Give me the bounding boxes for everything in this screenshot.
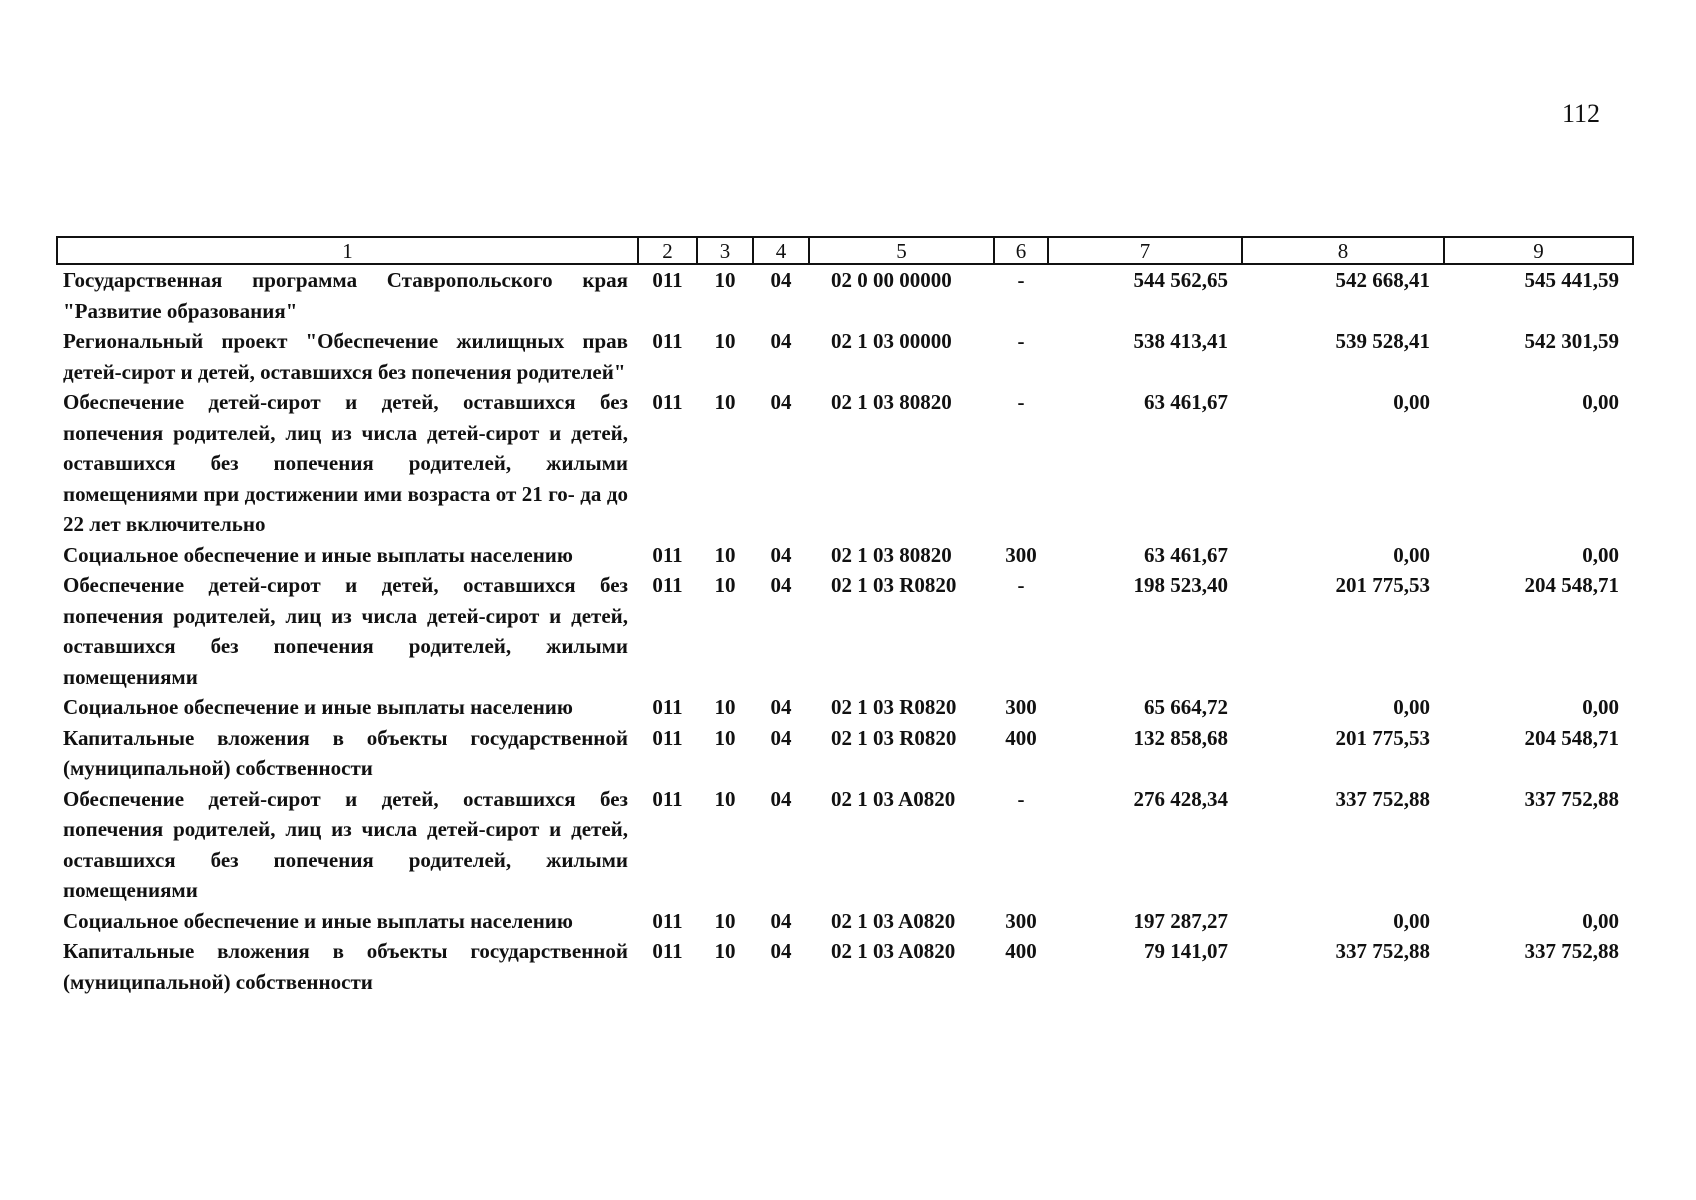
section-code: 10 [714,573,736,597]
column-number-header-row [57,237,1633,264]
expense-type-code: 300 [1005,695,1037,719]
target-article-code: 02 1 03 00000 [831,329,952,353]
target-article-code: 02 1 03 R0820 [831,725,957,750]
item-name: Обеспечение детей-сирот и детей, оставшихся без попечения родителей, лиц из числа детей-сирот и детей, оставшихся без попечения родителей, жилыми помещениями при достижении ими возраста от 21 го- да до 22 лет включительно [63,390,628,536]
section-code: 10 [714,268,736,292]
amount-col9: 204 548,71 [1524,573,1619,597]
amount-col9: 545 441,59 [1524,268,1619,292]
amount-col7: 79 141,07 [1144,939,1228,963]
ministry-code: 011 [652,939,683,963]
table-row [57,326,1633,387]
amount-col9: 204 548,71 [1524,725,1619,750]
table-row [57,723,1633,784]
expense-type-code: 400 [1005,939,1037,963]
item-name: Обеспечение детей-сирот и детей, оставшихся без попечения родителей, лиц из числа детей-сирот и детей, оставшихся без попечения родителей, жилыми помещениями [63,786,628,902]
amount-col9: 0,00 [1582,908,1619,933]
amount-col7: 538 413,41 [1133,329,1228,353]
amount-col8: 0,00 [1393,695,1430,719]
amount-col9: 337 752,88 [1524,786,1619,811]
amount-col7: 65 664,72 [1144,695,1228,719]
expense-type-code: - [1017,329,1025,353]
ministry-code: 011 [652,542,683,567]
target-article-code: 02 1 03 R0820 [831,573,957,597]
subsection-code: 04 [770,542,792,567]
table-row [57,570,1633,692]
ministry-code: 011 [652,908,683,933]
column-header: 9 [1444,237,1633,264]
target-article-code: 02 1 03 A0820 [831,908,956,933]
amount-col8: 539 528,41 [1335,329,1430,353]
ministry-code: 011 [652,573,683,597]
budget-table [56,236,1634,997]
table-row [57,387,1633,540]
ministry-code: 011 [652,268,683,292]
target-article-code: 02 1 03 R0820 [831,695,957,719]
amount-col8: 337 752,88 [1335,939,1430,963]
ministry-code: 011 [652,786,683,811]
subsection-code: 04 [770,725,792,750]
item-name: Региональный проект "Обеспечение жилищных прав детей-сирот и детей, оставшихся без попечения родителей" [63,329,628,384]
page-number: 112 [1561,99,1600,128]
expense-type-code: 400 [1005,725,1037,750]
item-name: Капитальные вложения в объекты государственной (муниципальной) собственности [63,939,628,994]
amount-col9: 0,00 [1582,390,1619,414]
target-article-code: 02 0 00 00000 [831,268,952,292]
column-header: 3 [697,237,753,264]
amount-col7: 63 461,67 [1144,542,1228,567]
section-code: 10 [714,542,736,567]
expense-type-code: - [1017,390,1025,414]
amount-col9: 337 752,88 [1524,939,1619,963]
subsection-code: 04 [770,329,792,353]
table-row [57,784,1633,906]
ministry-code: 011 [652,695,683,719]
table-row [57,906,1633,937]
section-code: 10 [714,695,736,719]
expense-type-code: 300 [1005,542,1037,567]
ministry-code: 011 [652,725,683,750]
ministry-code: 011 [652,390,683,414]
expense-type-code: 300 [1005,908,1037,933]
subsection-code: 04 [770,268,792,292]
expense-type-code: - [1017,786,1025,811]
target-article-code: 02 1 03 A0820 [831,939,956,963]
amount-col9: 542 301,59 [1524,329,1619,353]
amount-col8: 0,00 [1393,542,1430,567]
item-name: Социальное обеспечение и иные выплаты населению [63,908,573,933]
section-code: 10 [714,725,736,750]
expense-type-code: - [1017,573,1025,597]
amount-col7: 276 428,34 [1133,786,1228,811]
target-article-code: 02 1 03 A0820 [831,786,956,811]
column-header: 7 [1048,237,1242,264]
amount-col7: 198 523,40 [1133,573,1228,597]
subsection-code: 04 [770,908,792,933]
subsection-code: 04 [770,939,792,963]
table-row [57,936,1633,997]
section-code: 10 [714,939,736,963]
section-code: 10 [714,329,736,353]
ministry-code: 011 [652,329,683,353]
amount-col8: 201 775,53 [1335,725,1430,750]
item-name: Социальное обеспечение и иные выплаты населению [63,695,573,719]
subsection-code: 04 [770,390,792,414]
column-header: 4 [753,237,809,264]
amount-col8: 542 668,41 [1335,268,1430,292]
amount-col9: 0,00 [1582,695,1619,719]
column-header: 1 [57,237,638,264]
section-code: 10 [714,908,736,933]
column-header: 2 [638,237,697,264]
item-name: Государственная программа Ставропольского края "Развитие образования" [63,268,628,323]
amount-col8: 337 752,88 [1335,786,1430,811]
item-name: Обеспечение детей-сирот и детей, оставшихся без попечения родителей, лиц из числа детей-сирот и детей, оставшихся без попечения родителей, жилыми помещениями [63,573,628,689]
target-article-code: 02 1 03 80820 [831,390,952,414]
target-article-code: 02 1 03 80820 [831,542,952,567]
amount-col7: 197 287,27 [1133,908,1228,933]
table-row [57,540,1633,571]
column-header: 6 [994,237,1048,264]
column-header: 5 [809,237,994,264]
subsection-code: 04 [770,786,792,811]
subsection-code: 04 [770,573,792,597]
item-name: Социальное обеспечение и иные выплаты населению [63,542,573,567]
item-name: Капитальные вложения в объекты государственной (муниципальной) собственности [63,725,628,780]
amount-col7: 544 562,65 [1133,268,1228,292]
amount-col8: 201 775,53 [1335,573,1430,597]
amount-col8: 0,00 [1393,390,1430,414]
amount-col9: 0,00 [1582,542,1619,567]
table-row [57,692,1633,723]
amount-col8: 0,00 [1393,908,1430,933]
section-code: 10 [714,390,736,414]
column-header: 8 [1242,237,1444,264]
table-row [57,264,1633,326]
amount-col7: 132 858,68 [1133,725,1228,750]
expense-type-code: - [1017,268,1025,292]
section-code: 10 [714,786,736,811]
subsection-code: 04 [770,695,792,719]
amount-col7: 63 461,67 [1144,390,1228,414]
